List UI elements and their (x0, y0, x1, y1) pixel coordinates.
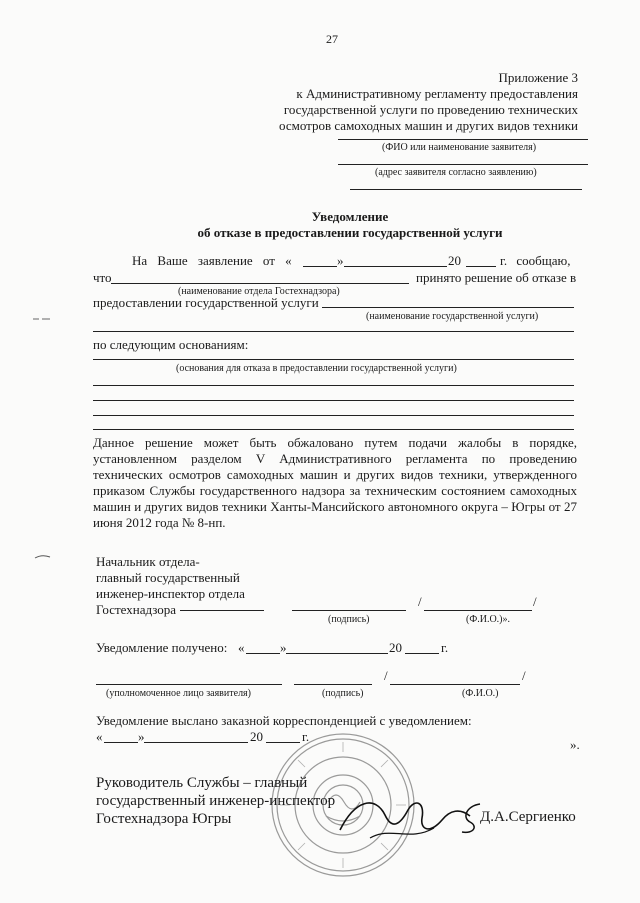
received-quote-close: » (280, 640, 287, 655)
received-person-caption: (уполномоченное лицо заявителя) (106, 688, 251, 699)
sent-end: ». (570, 737, 580, 752)
head-title (96, 774, 335, 828)
title-line-2: об отказе в предоставлении государственной услуги (197, 225, 503, 240)
received-year-field[interactable] (405, 653, 439, 654)
date-month-field[interactable] (344, 266, 447, 267)
page-number: 27 (326, 32, 338, 46)
service-caption: (наименование государственной услуги) (366, 311, 539, 322)
received-fio-caption: (Ф.И.О.) (462, 688, 499, 699)
appendix-line-4: осмотров самоходных машин и других видов техники (279, 118, 578, 133)
sent-month-field[interactable] (144, 742, 248, 743)
head-signer: Д.А.Сергиенко (480, 809, 576, 825)
received-person-field[interactable] (96, 684, 282, 685)
received-sign-field[interactable] (294, 684, 372, 685)
reasons-caption: (основания для отказа в предоставлении государственной услуги) (176, 363, 457, 374)
p4-text: по следующим основаниям: (93, 337, 249, 352)
p1-year: 20 (448, 253, 461, 268)
chief-slash-2: / (533, 594, 537, 609)
margin-mark-2 (34, 553, 52, 561)
applicant-address-line[interactable] (338, 164, 588, 165)
received-month-field[interactable] (286, 653, 388, 654)
service-field-2[interactable] (93, 331, 574, 332)
applicant-address-caption: (адрес заявителя согласно заявлению) (375, 167, 537, 178)
sent-day-field[interactable] (104, 742, 138, 743)
sent-label: Уведомление выслано заказной корреспонденцией с уведомлением: (96, 713, 472, 728)
chief-line-3: инженер-инспектор отдела (96, 586, 245, 601)
head-line-1: Руководитель Службы – главный (96, 775, 308, 791)
received-slash-1: / (384, 668, 388, 683)
chief-sign-caption: (подпись) (328, 614, 370, 625)
sent-quote-open: « (96, 729, 103, 744)
p1-quote-close: » (337, 253, 344, 268)
sent-g: г. (302, 729, 310, 744)
reasons-field-4[interactable] (93, 415, 574, 416)
sent-quote-close: » (138, 729, 145, 744)
reasons-field-3[interactable] (93, 400, 574, 401)
p2-end: принято решение об отказе в (416, 270, 577, 285)
head-line-2: государственный инженер-инспектор (96, 793, 336, 809)
applicant-name-line[interactable] (338, 139, 588, 140)
appendix-block (250, 70, 578, 134)
chief-fio-caption: (Ф.И.О.)». (466, 614, 511, 625)
chief-line-2: главный государственный (96, 570, 240, 585)
chief-sign-field[interactable] (292, 610, 406, 611)
margin-mark (32, 315, 52, 323)
appendix-line-2: к Административному регламенту предоставления (296, 86, 578, 101)
p1-start: На Ваше заявление от « (132, 253, 292, 268)
chief-line-4: Гостехнадзора (96, 602, 177, 617)
appeal-paragraph: Данное решение может быть обжаловано путем подачи жалобы в порядке, установленном разделом V Административного регламента по проведению технических осмотров самоходных машин и других видов техники, утвержденного приказом Службы государственного надзора за техническим состоянием самоходных машин и других видов техники Ханты-Мансийского автономного округа – Югры от 27 июня 2012 года № 8-нп. (93, 435, 577, 530)
chief-line-1: Начальник отдела- (96, 554, 200, 569)
received-year: 20 (389, 640, 402, 655)
p1-end: г. сообщаю, (500, 253, 571, 268)
received-slash-2: / (522, 668, 526, 683)
title-line-1: Уведомление (311, 209, 389, 224)
received-sign-caption: (подпись) (322, 688, 364, 699)
received-fio-field[interactable] (390, 684, 520, 685)
p3-text: предоставлении государственной услуги (93, 295, 319, 310)
appendix-line-1: Приложение 3 (498, 70, 578, 85)
department-field[interactable] (111, 283, 409, 284)
reasons-field-5[interactable] (93, 429, 574, 430)
chief-name-field[interactable] (180, 610, 264, 611)
service-field[interactable] (322, 307, 574, 308)
reasons-field-2[interactable] (93, 385, 574, 386)
reasons-field[interactable] (93, 359, 574, 360)
applicant-address-line-2[interactable] (350, 189, 582, 190)
appendix-line-3: государственной услуги по проведению технических (283, 102, 578, 117)
chief-slash-1: / (418, 594, 422, 609)
applicant-name-caption: (ФИО или наименование заявителя) (382, 142, 537, 153)
date-year-field[interactable] (466, 266, 496, 267)
chief-fio-field[interactable] (424, 610, 532, 611)
received-day-field[interactable] (246, 653, 280, 654)
head-line-3: Гостехнадзора Югры (96, 811, 232, 827)
received-label: Уведомление получено: (96, 640, 228, 655)
p2-start: что (93, 270, 112, 285)
sent-year: 20 (250, 729, 263, 744)
date-day-field[interactable] (303, 266, 337, 267)
chief-title (96, 554, 245, 618)
notice-title (150, 209, 550, 241)
department-caption: (наименование отдела Гостехнадзора) (178, 286, 340, 297)
received-g: г. (441, 640, 449, 655)
received-quote-open: « (238, 640, 245, 655)
